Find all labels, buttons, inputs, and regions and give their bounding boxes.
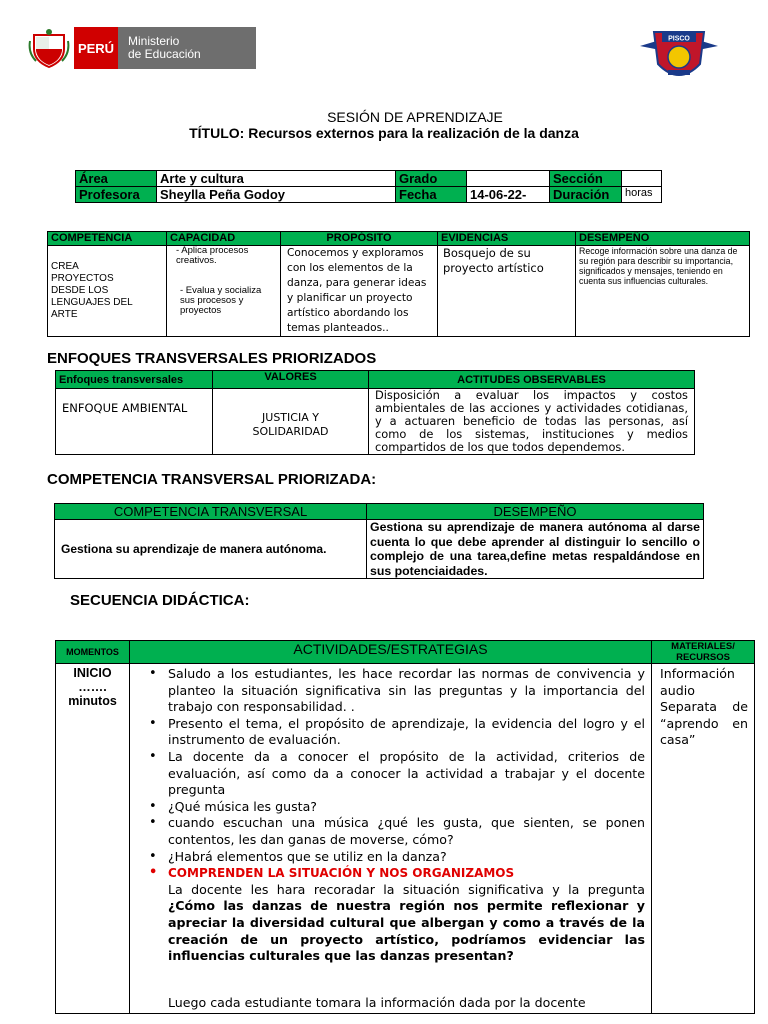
title-text: Recursos externos para la realización de la danza bbox=[244, 125, 579, 141]
actitudes-cell bbox=[369, 389, 695, 455]
materiales-cell bbox=[652, 664, 755, 1014]
proposito-text: Conocemos y exploramos con los elementos de la danza, para generar ideas y planificar un proyecto artístico abordando los temas planteados.. bbox=[287, 247, 427, 334]
evidencias-cell bbox=[438, 246, 576, 337]
momento-cell bbox=[56, 664, 130, 1014]
ministry-line-1: Ministerio bbox=[128, 34, 180, 48]
competencia-header: COMPETENCIA bbox=[48, 232, 167, 246]
capacidad-2: - Evalua y socializa sus procesos y proyectos bbox=[180, 285, 262, 316]
competencia-text: CREA PROYECTOS DESDE LOS LENGUAJES DEL ARTE bbox=[51, 261, 133, 320]
organize-intro: La docente les hara recoradar la situación significativa y la pregunta bbox=[168, 881, 645, 897]
materiales-header: MATERIALES/ RECURSOS bbox=[652, 641, 755, 664]
school-emblem-label: PISCO bbox=[668, 35, 690, 43]
duracion-label: Duración bbox=[550, 187, 622, 203]
organize-question: ¿Cómo las danzas de nuestra región nos permite reflexionar y apreciar la diversidad cultural que albergan y como a través de la creación de un proyecto artístico, podríamos evidenciar las influencias culturales que las danzas presentan? bbox=[168, 898, 645, 964]
profesora-value: Sheylla Peña Godoy bbox=[157, 187, 396, 203]
competencia-transversal-table bbox=[54, 503, 704, 579]
grado-label: Grado bbox=[396, 171, 467, 187]
area-label: Área bbox=[76, 171, 157, 187]
ct-competencia-cell bbox=[55, 520, 367, 579]
ct-desempeno-cell bbox=[367, 520, 704, 579]
momento-inicio: INICIO bbox=[73, 666, 112, 680]
desempeno-header: DESEMPEÑO bbox=[576, 232, 750, 246]
session-heading: SESIÓN DE APRENDIZAJE bbox=[327, 109, 503, 125]
actividades-header: ACTIVIDADES/ESTRATEGIAS bbox=[130, 641, 652, 664]
organize-title: • COMPRENDEN LA SITUACIÓN Y NOS ORGANIZAMOS bbox=[168, 865, 645, 882]
activity-item: • cuando escuchan una música ¿qué les gusta, que sienten, se ponen contentos, les dan ganas de moverse, cómo? bbox=[168, 815, 645, 848]
evidencias-header: EVIDENCIAS bbox=[438, 232, 576, 246]
desempeno-cell bbox=[576, 246, 750, 337]
ct-desempeno-value: Gestiona su aprendizaje de manera autónoma al darse cuenta lo que debe aprender al distinguir lo sencillo o complejo de una tarea,define metas respaldándose en sus potenciaidades. bbox=[370, 520, 700, 578]
valores-value: JUSTICIA Y SOLIDARIDAD bbox=[252, 411, 329, 438]
peru-logo bbox=[74, 27, 118, 69]
momentos-header: MOMENTOS bbox=[56, 641, 130, 664]
fecha-label: Fecha bbox=[396, 187, 467, 203]
enfoques-header: Enfoques transversales bbox=[56, 371, 213, 389]
info-table bbox=[75, 170, 662, 203]
actitudes-header: ACTITUDES OBSERVABLES bbox=[369, 371, 695, 389]
last-line: Luego cada estudiante tomara la información dada por la docente bbox=[168, 994, 586, 1010]
valores-cell bbox=[213, 389, 369, 455]
title-label: TÍTULO: bbox=[189, 125, 245, 141]
ministry-line-2: de Educación bbox=[128, 47, 201, 61]
enfoque-cell bbox=[56, 389, 213, 455]
grado-value bbox=[467, 171, 550, 187]
evidencias-text: Bosquejo de su proyecto artístico bbox=[443, 246, 544, 275]
ct-competencia-value: Gestiona su aprendizaje de manera autónoma. bbox=[61, 542, 327, 556]
activity-item: • ¿Qué música les gusta? bbox=[168, 799, 645, 816]
momento-minutos: minutos bbox=[68, 694, 117, 708]
activity-item: • ¿Habrá elementos que se utiliz en la danza? bbox=[168, 849, 645, 866]
activity-item: • Presento el tema, el propósito de aprendizaje, la evidencia del logro y el instrumento de evaluación. bbox=[168, 716, 645, 749]
peru-label: PERÚ bbox=[77, 40, 115, 56]
session-title bbox=[0, 125, 768, 141]
ct-desempeno-header: DESEMPEÑO bbox=[367, 504, 704, 520]
seccion-label: Sección bbox=[550, 171, 622, 187]
proposito-header: PROPÓSITO bbox=[281, 232, 438, 246]
materiales-value: Información audio Separata de “aprendo en casa” bbox=[660, 666, 748, 748]
organize-paragraph bbox=[146, 882, 645, 965]
competencia-transversal-heading: COMPETENCIA TRANSVERSAL PRIORIZADA: bbox=[47, 471, 377, 488]
actividades-cell bbox=[130, 664, 652, 1014]
area-value: Arte y cultura bbox=[157, 171, 396, 187]
capacidad-1: - Aplica procesos creativos. bbox=[176, 245, 249, 266]
proposito-cell bbox=[281, 246, 438, 337]
activity-item: • Saludo a los estudiantes, les hace recordar las normas de convivencia y planteo la situación significativa sin las preguntas y la importancia del trabajo con responsabilidad. . bbox=[168, 666, 645, 716]
valores-header: VALORES bbox=[213, 371, 369, 389]
enfoques-table bbox=[55, 370, 695, 455]
duracion-value: horas bbox=[622, 187, 662, 203]
school-emblem bbox=[640, 24, 718, 86]
profesora-label: Profesora bbox=[76, 187, 157, 203]
activity-list bbox=[146, 666, 645, 882]
secuencia-heading: SECUENCIA DIDÁCTICA: bbox=[70, 592, 250, 609]
desempeno-text: Recoge información sobre una danza de su región para describir su importancia, significados y mensajes, teniendo en cuenta sus influencias culturales. bbox=[579, 246, 738, 286]
momento-dots: ……. bbox=[78, 680, 107, 694]
fecha-value: 14-06-22- bbox=[467, 187, 550, 203]
competencia-cell bbox=[48, 246, 167, 337]
ministry-logo bbox=[118, 27, 256, 69]
activity-item: • La docente da a conocer el propósito de la actividad, criterios de evaluación, así como da a conocer la actividad a trabajar y el docente pregunta bbox=[168, 749, 645, 799]
actitudes-value: Disposición a evaluar los impactos y costos ambientales de las acciones y actividades cotidianas, y a actuaren beneficio de todas las personas, así como de los sistemas, instituciones y medios compartidos de los que todos dependemos. bbox=[375, 388, 688, 454]
enfoques-heading: ENFOQUES TRANSVERSALES PRIORIZADOS bbox=[47, 350, 377, 367]
capacidad-cell bbox=[167, 246, 281, 337]
peru-coat-of-arms bbox=[28, 27, 70, 69]
ct-competencia-header: COMPETENCIA TRANSVERSAL bbox=[55, 504, 367, 520]
enfoque-value: ENFOQUE AMBIENTAL bbox=[62, 401, 188, 415]
seccion-value bbox=[622, 171, 662, 187]
competency-table bbox=[47, 231, 750, 337]
secuencia-table bbox=[55, 640, 755, 1014]
capacidad-header: CAPACIDAD bbox=[167, 232, 281, 246]
